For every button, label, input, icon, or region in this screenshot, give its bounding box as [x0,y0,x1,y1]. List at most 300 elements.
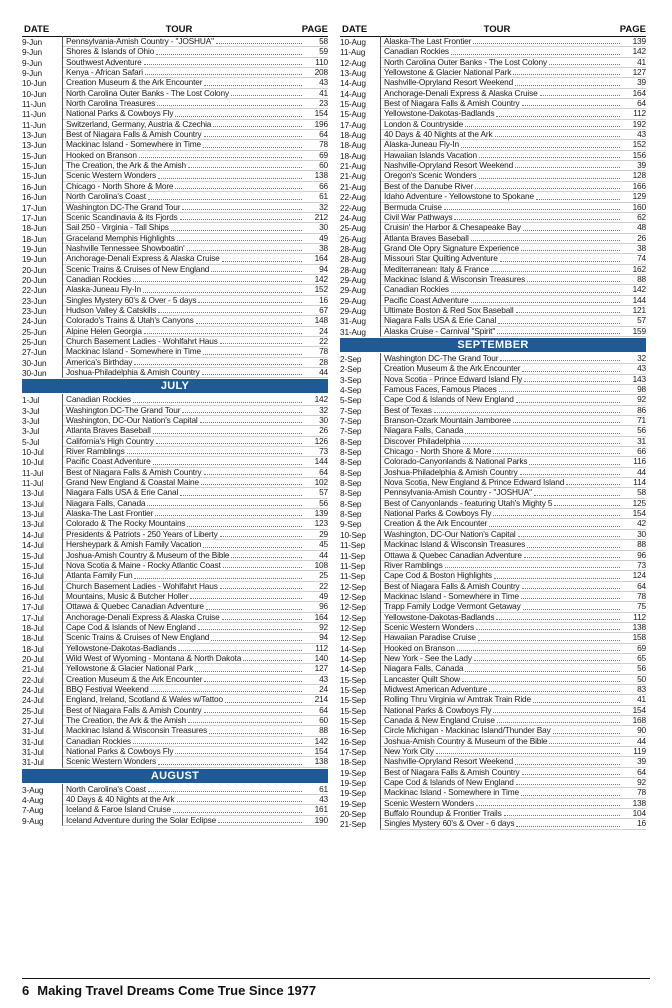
dot-leader [204,681,302,682]
dot-leader [494,578,620,579]
tour-name: Colorado-Canyonlands & National Parks [384,456,528,467]
table-row [340,819,646,829]
dot-leader [436,753,620,754]
dot-leader [187,526,302,527]
tour-page: 24 [304,326,328,337]
tour-page: 75 [622,601,646,612]
tour-date: 12-Aug [340,57,366,68]
tour-name: Mackinac Island & Wisconsin Treasures [384,539,526,550]
tour-page: 114 [622,477,646,488]
tour-date: 14-Sep [340,664,366,675]
dot-leader [522,371,620,372]
dot-leader [201,484,302,485]
tour-date: 28-Aug [340,254,366,265]
tour-name: Niagara Falls USA & Erie Canal [384,315,497,326]
tour-date: 3-Sep [340,374,362,385]
dot-leader [231,557,302,558]
dot-leader [451,54,620,55]
tour-page: 154 [622,508,646,519]
tour-date: 15-Sep [340,674,366,685]
tour-date: 2-Sep [340,364,362,375]
tour-date: 15-Aug [340,99,366,110]
tour-date: 12-Sep [340,602,366,613]
tour-page: 50 [622,674,646,685]
tour-page: 125 [622,498,646,509]
tour-page: 44 [304,550,328,561]
tour-name: National Parks & Cowboys Fly [66,108,174,119]
tour-date: 24-Jun [22,316,47,327]
tour-name: Nashville-Opryland Resort Weekend [384,160,514,171]
tour-date: 16-Jul [22,591,44,602]
dot-leader [549,64,620,65]
tour-date: 22-Jul [22,674,44,685]
tour-name: Missouri Star Quilting Adventure [384,253,498,264]
tour-date: 19-Jun [22,254,47,265]
dot-leader [222,261,302,262]
dot-leader [203,547,302,548]
tour-page: 112 [622,612,646,623]
tour-date: 3-Jul [22,426,40,437]
tour-page: 138 [304,756,328,767]
tour-date: 12-Sep [340,633,366,644]
tour-date: 18-Jul [22,643,44,654]
tour-page: 96 [622,550,646,561]
dot-leader [175,116,302,117]
dot-leader [527,547,620,548]
dot-leader [204,712,302,713]
tour-date: 18-Aug [340,140,366,151]
tour-page: 156 [622,150,646,161]
tour-page: 139 [622,36,646,47]
dot-leader [198,302,302,303]
dot-leader [489,691,620,692]
tour-page: 139 [304,508,328,519]
dot-leader [127,453,302,454]
tour-name: Yellowstone-Dakotas-Badlands [384,108,495,119]
tour-date: 25-Jun [22,326,47,337]
tour-page: 124 [622,570,646,581]
tour-date: 10-Sep [340,529,366,540]
tour-name: Singles Mystery 60's & Over - 5 days [66,294,197,305]
tour-page: 142 [622,284,646,295]
left-column [22,24,328,826]
tour-page: 214 [304,694,328,705]
tour-page: 86 [622,405,646,416]
tour-page: 56 [304,498,328,509]
tour-page: 23 [304,98,328,109]
dot-leader [134,364,302,365]
tour-date: 21-Jul [22,664,44,675]
tour-date: 4-Aug [22,795,44,806]
tour-date: 11-Sep [340,571,366,582]
tour-page: 112 [304,643,328,654]
tour-page: 190 [304,815,328,826]
footer-tagline: Making Travel Dreams Come True Since 1977 [37,983,317,998]
tour-page: 142 [304,736,328,747]
tour-date: 17-Jun [22,212,47,223]
tour-header: TOUR [165,24,193,35]
page-number: 6 [22,983,30,998]
dot-leader [521,598,620,599]
dot-leader [553,733,620,734]
tour-name: Pacific Coast Adventure [66,456,151,467]
dot-leader [474,660,620,661]
tour-page: 108 [304,560,328,571]
tour-page: 44 [622,736,646,747]
tour-date: 9-Jun [22,47,43,58]
tour-date: 5-Jul [22,436,40,447]
tour-date: 9-Jun [22,37,43,47]
dot-leader [188,722,302,723]
tour-name: Best of Niagara Falls & Amish Country [66,129,202,140]
tour-page: 154 [304,746,328,757]
tour-date: 13-Aug [340,68,366,79]
tour-date: 11-Jun [22,109,46,120]
tour-date: 31-Jul [22,736,44,747]
dot-leader [529,464,620,465]
tour-date: 11-Jul [22,467,44,478]
tour-date: 15-Sep [340,705,366,716]
tour-page: 32 [622,353,646,364]
tour-page: 144 [622,295,646,306]
tour-date: 18-Jun [22,223,47,234]
tour-page: 56 [622,425,646,436]
tour-page: 112 [622,108,646,119]
tour-page: 92 [622,777,646,788]
tour-cell [380,326,622,337]
tour-date: 19-Sep [340,767,366,778]
tour-page: 49 [304,233,328,244]
tour-name: Trapp Family Lodge Vermont Getaway [384,601,521,612]
tour-page: 73 [304,446,328,457]
tour-page: 158 [622,632,646,643]
tour-page: 32 [304,405,328,416]
tour-page: 43 [304,77,328,88]
dot-leader [515,764,620,765]
tour-page: 66 [304,181,328,192]
dot-leader [518,536,620,537]
tour-page: 96 [304,601,328,612]
tour-page: 44 [304,367,328,378]
tour-page: 94 [304,264,328,275]
tour-page: 92 [304,622,328,633]
dot-leader [204,136,302,137]
dot-leader [489,526,620,527]
tour-date: 19-Jun [22,243,47,254]
tour-page: 64 [622,581,646,592]
dot-leader [190,598,302,599]
dot-leader [496,619,620,620]
tour-name: Branson-Ozark Mountain Jamboree [384,415,511,426]
tour-date: 8-Sep [340,509,362,520]
tour-date: 29-Aug [340,285,366,296]
tour-cell [62,367,304,378]
dot-leader [454,219,620,220]
dot-leader [521,795,620,796]
dot-leader [457,650,620,651]
tour-name: Alaska-The Last Frontier [384,36,472,46]
tour-page: 39 [622,77,646,88]
dot-leader [188,167,302,168]
dot-leader [521,250,620,251]
tour-page: 26 [622,233,646,244]
tour-date: 18-Jul [22,622,44,633]
dot-leader [195,671,302,672]
month-banner: AUGUST [22,769,328,783]
tour-page: 88 [622,539,646,550]
dot-leader [478,640,620,641]
tour-name: Creation Museum & the Ark Encounter [66,673,203,684]
tour-page: 69 [622,643,646,654]
tour-name: Creation & the Ark Encounter [384,518,488,529]
tour-page: 152 [304,284,328,295]
dot-leader [516,312,620,313]
tour-page: 61 [304,191,328,202]
tour-date: 29-Aug [340,295,366,306]
tour-name: Mackinac Island & Wisconsin Treasures [384,273,526,284]
tour-date: 13-Jul [22,519,44,530]
tour-date: 7-Aug [22,805,44,816]
tour-date: 27-Jul [22,716,44,726]
tour-page: 26 [304,425,328,436]
tour-name: 40 Days & 40 Nights at the Ark [66,794,175,805]
dot-leader [491,271,620,272]
tour-page: 58 [304,36,328,47]
tour-name: Cape Cod & Boston Highlights [384,570,492,581]
tour-name: Washington DC-The Grand Tour [66,404,181,415]
tour-name: Nova Scotia, New England & Prince Edward Island [384,477,565,488]
dot-leader [522,105,620,106]
tour-date: 8-Sep [340,436,362,447]
tour-page: 159 [622,326,646,337]
tour-name: Scenic Trains & Cruises of New England [66,632,210,643]
dot-leader [134,578,302,579]
tour-date: 31-Aug [340,326,366,337]
tour-date: 14-Aug [340,78,366,89]
tour-date: 12-Sep [340,581,366,592]
dot-leader [524,381,620,382]
dot-leader [153,464,302,465]
tour-name: Southwest Adventure [66,56,142,67]
tour-date: 20-Jun [22,264,47,275]
tour-name: Alpine Helen Georgia [66,325,142,336]
tour-name: Niagara Falls, Canada [384,663,464,674]
tour-date: 10-Jul [22,447,44,458]
tour-date: 22-Jun [22,285,47,296]
dot-leader [211,271,302,272]
tour-page: 29 [304,529,328,540]
tour-date: 13-Jul [22,488,44,499]
tour-page: 78 [304,139,328,150]
tour-name: Cape Cod & Islands of New England [384,394,514,405]
dot-leader [451,292,620,293]
dot-leader [513,74,620,75]
dot-leader [540,95,620,96]
tour-page: 148 [304,315,328,326]
tour-page: 129 [622,191,646,202]
tour-date: 23-Jun [22,295,47,306]
tour-date: 18-Jul [22,633,44,644]
tour-name: River Ramblings [384,559,443,570]
tour-page: 116 [622,456,646,467]
tour-name: Creation Museum & the Ark Encounter [66,77,203,88]
tour-name: England, Ireland, Scotland & Wales w/Tattoo [66,694,223,705]
tour-name: Nashville-Opryland Resort Weekend [384,77,514,88]
table-row [22,757,328,767]
tour-name: Nashville Tennessee Showboatin' [66,242,185,253]
dot-leader [139,157,302,158]
tour-page: 64 [622,98,646,109]
tour-date: 15-Jun [22,161,47,172]
dot-leader [479,178,620,179]
dot-leader [497,333,620,334]
tour-name: Canadian Rockies [66,735,131,746]
tour-page: 74 [622,253,646,264]
tour-name: Joshua-Philadelphia & Amish Country [66,367,200,377]
tour-name: Lancaster Quilt Show [384,673,460,684]
tour-date: 8-Sep [340,488,362,499]
tour-page: 64 [304,129,328,140]
tour-date: 11-Aug [340,47,366,58]
dot-leader [148,199,302,200]
tour-name: Anchorage-Denali Express & Alaska Cruise [384,87,538,98]
tour-date: 16-Sep [340,736,366,747]
tour-date: 22-Aug [340,202,366,213]
tour-date: 7-Sep [340,416,362,427]
dot-leader [206,609,302,610]
tour-name: The Creation, the Ark & the Amish [66,715,187,725]
tour-name: Singles Mystery 60's & Over - 6 days [384,818,515,829]
tour-date: 11-Jun [22,119,46,130]
tour-page: 22 [304,581,328,592]
tour-name: America's Birthday [66,356,133,367]
tour-name: Alaska Cruise - Carnival "Spirit" [384,325,496,336]
tour-date: 17-Jun [22,202,47,213]
dot-leader [147,505,302,506]
tour-name: Canadian Rockies [384,284,449,295]
tour-name: Atlanta Braves Baseball [66,425,151,436]
tour-page: 43 [304,674,328,685]
dot-leader [145,74,302,75]
dot-leader [534,495,620,496]
tour-date: 21-Aug [340,181,366,192]
tour-page: 78 [622,787,646,798]
tour-date: 31-Jul [22,747,44,758]
tour-page: 67 [304,305,328,316]
date-header: DATE [24,24,50,35]
dot-leader [133,281,302,282]
dot-leader [499,391,620,392]
tour-date: 15-Sep [340,716,366,726]
dot-leader [204,85,302,86]
tour-date: 18-Aug [340,130,366,141]
tour-name: Cape Cod & Islands of New England [66,621,196,632]
tour-page: 142 [304,394,328,405]
tour-page: 140 [304,653,328,664]
tour-page: 88 [622,274,646,285]
tour-page: 22 [304,336,328,347]
tour-name: Canada & New England Cruise [384,715,495,725]
tour-date: 4-Sep [340,385,362,395]
tour-date: 10-Jul [22,457,44,468]
tour-date: 15-Jun [22,150,47,161]
tour-date: 14-Aug [340,88,366,99]
tour-date: 14-Sep [340,653,366,664]
tour-name: Hawaiian Islands Vacation [384,149,477,160]
dot-leader [223,567,302,568]
tour-name: Grand New England & Coastal Maine [66,477,199,488]
tour-page: 61 [304,784,328,795]
tour-name: Mackinac Island - Somewhere in Time [384,590,519,601]
tour-name: Scenic Western Wonders [66,756,157,767]
dot-leader [463,443,620,444]
tour-name: North Carolina Treasures [66,98,156,109]
tour-name: Mediterranean: Italy & France [384,263,489,274]
dot-leader [209,733,302,734]
tour-page: 41 [304,88,328,99]
table-row [22,816,328,826]
tour-name: Kenya - African Safari [66,67,143,78]
tour-name: New York City [384,746,434,757]
tour-date: 15-Aug [340,109,366,120]
tour-page: 59 [304,46,328,57]
tour-date: 18-Sep [340,757,366,768]
tour-name: Niagara Falls, Canada [384,425,464,436]
tour-page: 32 [304,202,328,213]
dot-leader [493,712,620,713]
tour-page: 60 [304,160,328,171]
tour-page: 41 [622,694,646,705]
tour-name: Graceland Memphis Highlights [66,232,175,243]
tour-page: 16 [304,295,328,306]
tour-date: 25-Aug [340,223,366,234]
tour-page: 25 [304,570,328,581]
page-footer [22,978,650,1001]
tour-date: 15-Sep [340,695,366,706]
tour-date: 12-Sep [340,591,366,602]
tour-page: 83 [622,684,646,695]
dot-leader [196,323,302,324]
tour-date: 30-Jun [22,368,47,378]
tour-page: 73 [622,560,646,571]
tour-date: 23-Jun [22,305,47,316]
tour-date: 13-Jun [22,140,47,151]
tour-page: 152 [622,139,646,150]
dot-leader [536,199,620,200]
dot-leader [222,619,302,620]
dot-leader [493,453,620,454]
tour-name: Buffalo Roundup & Frontier Trails [384,808,502,819]
tour-date: 5-Sep [340,395,362,406]
tour-name: Creation Museum & the Ark Encounter [384,363,521,374]
tour-date: 21-Aug [340,171,366,182]
tour-date: 28-Aug [340,264,366,275]
tour-name: Grand Ole Opry Signature Experience [384,242,519,253]
tour-page: 56 [622,663,646,674]
tour-name: Circle Michigan - Mackinac Island/Thunder Bay [384,725,551,736]
tour-name: Iceland & Faroe Island Cruise [66,804,171,815]
tour-page: 64 [304,467,328,478]
tour-name: Ottawa & Quebec Canadian Adventure [384,549,522,560]
tour-page: 66 [622,446,646,457]
tour-date: 3-Jul [22,416,40,427]
tour-page: 98 [622,384,646,395]
tour-page: 166 [622,181,646,192]
dot-leader [175,188,302,189]
tour-date: 24-Aug [340,212,366,223]
table-row [340,327,646,337]
tour-date: 19-Sep [340,778,366,789]
